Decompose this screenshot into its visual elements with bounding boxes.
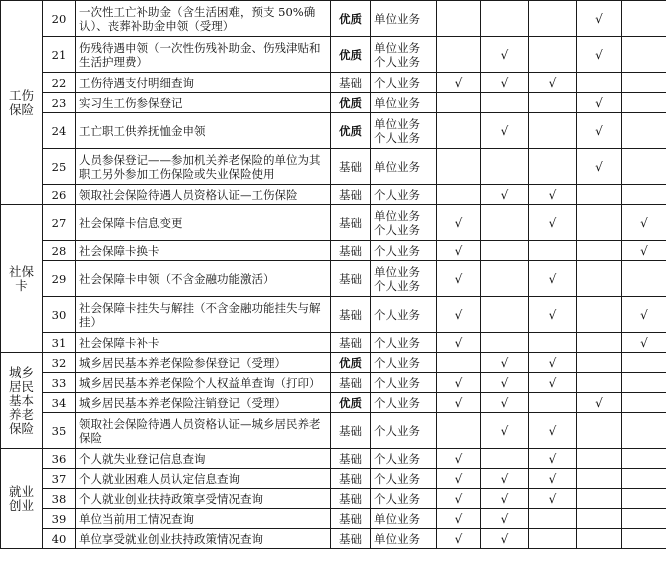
category-label-line: 养老 bbox=[8, 406, 34, 422]
channel-check-mark: √ bbox=[437, 529, 481, 549]
table-row bbox=[1, 205, 666, 241]
channel-check-mark: √ bbox=[529, 353, 577, 373]
channel-check-mark: √ bbox=[481, 185, 529, 205]
channel-check-mark bbox=[622, 449, 666, 469]
business-type bbox=[371, 373, 437, 393]
service-level: 基础 bbox=[331, 333, 371, 353]
table-row bbox=[1, 469, 666, 489]
channel-check-mark: √ bbox=[481, 113, 529, 149]
channel-check-mark: √ bbox=[481, 393, 529, 413]
channel-check-mark: √ bbox=[622, 205, 666, 241]
channel-check-mark bbox=[529, 333, 577, 353]
channel-check-mark: √ bbox=[622, 297, 666, 333]
business-type bbox=[371, 449, 437, 469]
channel-check-mark bbox=[577, 489, 622, 509]
business-type-label: 单位业务 bbox=[374, 159, 420, 174]
table-row bbox=[1, 185, 666, 205]
service-level: 基础 bbox=[331, 297, 371, 333]
channel-check-mark bbox=[481, 261, 529, 297]
channel-check-mark bbox=[529, 529, 577, 549]
row-number: 36 bbox=[43, 449, 76, 469]
service-level: 基础 bbox=[331, 149, 371, 185]
service-level: 基础 bbox=[331, 413, 371, 449]
table-row bbox=[1, 509, 666, 529]
service-name: 社会保障卡补卡 bbox=[76, 333, 331, 353]
business-type bbox=[371, 261, 437, 297]
category-label-line: 创业 bbox=[8, 497, 34, 513]
business-type-label: 个人业务 bbox=[374, 243, 420, 258]
service-level: 基础 bbox=[331, 449, 371, 469]
row-number: 30 bbox=[43, 297, 76, 333]
business-type-label: 个人业务 bbox=[374, 54, 420, 69]
channel-check-mark bbox=[622, 353, 666, 373]
channel-check-mark bbox=[622, 93, 666, 113]
channel-check-mark bbox=[481, 241, 529, 261]
channel-check-mark bbox=[577, 469, 622, 489]
channel-check-mark bbox=[577, 73, 622, 93]
channel-check-mark: √ bbox=[622, 333, 666, 353]
category-label-line: 保险 bbox=[8, 101, 34, 117]
channel-check-mark: √ bbox=[437, 261, 481, 297]
channel-check-mark bbox=[481, 149, 529, 185]
channel-check-mark bbox=[622, 393, 666, 413]
business-type-label: 单位业务 bbox=[374, 40, 420, 55]
row-number: 32 bbox=[43, 353, 76, 373]
table-row bbox=[1, 449, 666, 469]
row-number: 21 bbox=[43, 37, 76, 73]
channel-check-mark: √ bbox=[437, 449, 481, 469]
service-name: 人员参保登记——参加机关养老保险的单位为其职工另外参加工伤保险或失业保险使用 bbox=[76, 149, 331, 185]
channel-check-mark bbox=[437, 93, 481, 113]
business-type-label: 个人业务 bbox=[374, 423, 420, 438]
service-name: 社会保障卡换卡 bbox=[76, 241, 331, 261]
channel-check-mark bbox=[481, 333, 529, 353]
row-number: 31 bbox=[43, 333, 76, 353]
service-name: 领取社会保险待遇人员资格认证—城乡居民养老保险 bbox=[76, 413, 331, 449]
channel-check-mark bbox=[622, 1, 666, 37]
category-label-line: 城乡 bbox=[8, 364, 34, 380]
channel-check-mark: √ bbox=[481, 37, 529, 73]
business-type-label: 单位业务 bbox=[374, 511, 420, 526]
service-level: 基础 bbox=[331, 529, 371, 549]
business-type-label: 个人业务 bbox=[374, 307, 420, 322]
channel-check-mark bbox=[577, 509, 622, 529]
channel-check-mark: √ bbox=[529, 261, 577, 297]
service-name: 城乡居民基本养老保险参保登记（受理） bbox=[76, 353, 331, 373]
category-label-line: 基本 bbox=[8, 392, 34, 408]
channel-check-mark bbox=[437, 185, 481, 205]
service-level: 基础 bbox=[331, 205, 371, 241]
category-cell bbox=[1, 1, 43, 205]
channel-check-mark bbox=[622, 113, 666, 149]
channel-check-mark: √ bbox=[529, 297, 577, 333]
table-row bbox=[1, 489, 666, 509]
business-type bbox=[371, 113, 437, 149]
channel-check-mark bbox=[437, 113, 481, 149]
channel-check-mark: √ bbox=[577, 37, 622, 73]
channel-check-mark bbox=[481, 205, 529, 241]
business-type-label: 个人业务 bbox=[374, 451, 420, 466]
channel-check-mark: √ bbox=[529, 413, 577, 449]
channel-check-mark bbox=[529, 37, 577, 73]
channel-check-mark bbox=[529, 113, 577, 149]
table-row bbox=[1, 373, 666, 393]
channel-check-mark: √ bbox=[437, 241, 481, 261]
business-type-label: 个人业务 bbox=[374, 222, 420, 237]
row-number: 26 bbox=[43, 185, 76, 205]
channel-check-mark bbox=[622, 509, 666, 529]
channel-check-mark bbox=[437, 413, 481, 449]
service-name: 社会保障卡信息变更 bbox=[76, 205, 331, 241]
channel-check-mark bbox=[622, 73, 666, 93]
channel-check-mark bbox=[622, 261, 666, 297]
channel-check-mark bbox=[577, 373, 622, 393]
row-number: 22 bbox=[43, 73, 76, 93]
business-type bbox=[371, 393, 437, 413]
business-type-label: 个人业务 bbox=[374, 187, 420, 202]
table-row bbox=[1, 241, 666, 261]
business-type-label: 个人业务 bbox=[374, 471, 420, 486]
channel-check-mark bbox=[437, 353, 481, 373]
category-label-line: 卡 bbox=[15, 277, 28, 293]
service-level: 优质 bbox=[331, 93, 371, 113]
business-type bbox=[371, 529, 437, 549]
service-name: 城乡居民基本养老保险注销登记（受理） bbox=[76, 393, 331, 413]
business-type bbox=[371, 93, 437, 113]
row-number: 34 bbox=[43, 393, 76, 413]
service-level: 优质 bbox=[331, 113, 371, 149]
business-type-label: 个人业务 bbox=[374, 375, 420, 390]
row-number: 35 bbox=[43, 413, 76, 449]
table-row bbox=[1, 333, 666, 353]
row-number: 20 bbox=[43, 1, 76, 37]
channel-check-mark: √ bbox=[529, 205, 577, 241]
category-cell bbox=[1, 449, 43, 549]
channel-check-mark bbox=[577, 261, 622, 297]
business-type-label: 个人业务 bbox=[374, 130, 420, 145]
channel-check-mark bbox=[481, 93, 529, 113]
service-level: 优质 bbox=[331, 353, 371, 373]
service-name: 工伤待遇支付明细查询 bbox=[76, 73, 331, 93]
business-type bbox=[371, 413, 437, 449]
channel-check-mark: √ bbox=[437, 393, 481, 413]
channel-check-mark: √ bbox=[529, 373, 577, 393]
service-name: 个人就失业登记信息查询 bbox=[76, 449, 331, 469]
channel-check-mark: √ bbox=[529, 489, 577, 509]
row-number: 28 bbox=[43, 241, 76, 261]
channel-check-mark bbox=[622, 185, 666, 205]
business-type-label: 单位业务 bbox=[374, 531, 420, 546]
channel-check-mark bbox=[622, 413, 666, 449]
business-type-label: 单位业务 bbox=[374, 264, 420, 279]
channel-check-mark: √ bbox=[437, 297, 481, 333]
channel-check-mark bbox=[622, 149, 666, 185]
channel-check-mark: √ bbox=[437, 469, 481, 489]
category-label-line: 社保 bbox=[8, 263, 34, 279]
business-type-label: 个人业务 bbox=[374, 278, 420, 293]
channel-check-mark bbox=[577, 185, 622, 205]
channel-check-mark bbox=[622, 37, 666, 73]
channel-check-mark: √ bbox=[529, 469, 577, 489]
table-row bbox=[1, 353, 666, 373]
service-name: 个人就业困难人员认定信息查询 bbox=[76, 469, 331, 489]
business-type bbox=[371, 205, 437, 241]
channel-check-mark bbox=[577, 297, 622, 333]
service-name: 实习生工伤参保登记 bbox=[76, 93, 331, 113]
service-name: 单位享受就业创业扶持政策情况查询 bbox=[76, 529, 331, 549]
category-label-line: 工伤 bbox=[8, 87, 34, 103]
row-number: 23 bbox=[43, 93, 76, 113]
service-name: 单位当前用工情况查询 bbox=[76, 509, 331, 529]
channel-check-mark: √ bbox=[437, 205, 481, 241]
channel-check-mark bbox=[622, 373, 666, 393]
row-number: 29 bbox=[43, 261, 76, 297]
channel-check-mark: √ bbox=[481, 413, 529, 449]
category-label-line: 就业 bbox=[8, 483, 34, 499]
channel-check-mark: √ bbox=[437, 73, 481, 93]
service-name: 社会保障卡申领（不含金融功能激活） bbox=[76, 261, 331, 297]
table-row bbox=[1, 113, 666, 149]
channel-check-mark: √ bbox=[481, 489, 529, 509]
table-row bbox=[1, 413, 666, 449]
channel-check-mark bbox=[481, 449, 529, 469]
channel-check-mark: √ bbox=[577, 149, 622, 185]
channel-check-mark bbox=[577, 333, 622, 353]
business-type-label: 单位业务 bbox=[374, 208, 420, 223]
channel-check-mark bbox=[577, 241, 622, 261]
business-type bbox=[371, 241, 437, 261]
channel-check-mark: √ bbox=[481, 469, 529, 489]
service-name: 领取社会保险待遇人员资格认证—工伤保险 bbox=[76, 185, 331, 205]
service-name: 个人就业创业扶持政策享受情况查询 bbox=[76, 489, 331, 509]
row-number: 40 bbox=[43, 529, 76, 549]
service-name: 伤残待遇申领（一次性伤残补助金、伤残津贴和生活护理费） bbox=[76, 37, 331, 73]
channel-check-mark bbox=[577, 413, 622, 449]
category-label-line: 保险 bbox=[8, 420, 34, 436]
business-type-label: 个人业务 bbox=[374, 335, 420, 350]
table-row bbox=[1, 393, 666, 413]
channel-check-mark bbox=[481, 297, 529, 333]
service-level: 优质 bbox=[331, 393, 371, 413]
category-cell bbox=[1, 353, 43, 449]
business-type bbox=[371, 489, 437, 509]
business-type-label: 单位业务 bbox=[374, 116, 420, 131]
business-type bbox=[371, 73, 437, 93]
business-type-label: 个人业务 bbox=[374, 75, 420, 90]
row-number: 38 bbox=[43, 489, 76, 509]
service-level: 基础 bbox=[331, 185, 371, 205]
table-row bbox=[1, 93, 666, 113]
channel-check-mark: √ bbox=[622, 241, 666, 261]
channel-check-mark: √ bbox=[437, 333, 481, 353]
service-level: 优质 bbox=[331, 1, 371, 37]
channel-check-mark bbox=[577, 529, 622, 549]
channel-check-mark: √ bbox=[577, 93, 622, 113]
channel-check-mark: √ bbox=[481, 509, 529, 529]
row-number: 25 bbox=[43, 149, 76, 185]
channel-check-mark: √ bbox=[577, 1, 622, 37]
service-name: 一次性工亡补助金（含生活困难，预支 50%确认）、丧葬补助金申领（受理） bbox=[76, 1, 331, 37]
channel-check-mark bbox=[529, 1, 577, 37]
channel-check-mark: √ bbox=[437, 373, 481, 393]
channel-check-mark bbox=[577, 449, 622, 469]
service-name: 城乡居民基本养老保险个人权益单查询（打印） bbox=[76, 373, 331, 393]
business-type-label: 个人业务 bbox=[374, 395, 420, 410]
service-name: 社会保障卡挂失与解挂（不含金融功能挂失与解挂） bbox=[76, 297, 331, 333]
table-row bbox=[1, 149, 666, 185]
channel-check-mark bbox=[622, 529, 666, 549]
category-cell bbox=[1, 205, 43, 353]
business-type bbox=[371, 37, 437, 73]
service-level: 基础 bbox=[331, 509, 371, 529]
service-level: 基础 bbox=[331, 373, 371, 393]
business-type-label: 单位业务 bbox=[374, 95, 420, 110]
service-level: 基础 bbox=[331, 469, 371, 489]
channel-check-mark bbox=[529, 393, 577, 413]
business-type bbox=[371, 353, 437, 373]
channel-check-mark: √ bbox=[529, 185, 577, 205]
channel-check-mark bbox=[529, 149, 577, 185]
channel-check-mark bbox=[437, 149, 481, 185]
channel-check-mark bbox=[529, 509, 577, 529]
business-type bbox=[371, 297, 437, 333]
channel-check-mark: √ bbox=[437, 509, 481, 529]
channel-check-mark bbox=[529, 241, 577, 261]
business-type bbox=[371, 1, 437, 37]
channel-check-mark bbox=[437, 1, 481, 37]
table-row bbox=[1, 261, 666, 297]
business-type-label: 单位业务 bbox=[374, 11, 420, 26]
row-number: 39 bbox=[43, 509, 76, 529]
channel-check-mark bbox=[622, 469, 666, 489]
channel-check-mark: √ bbox=[437, 489, 481, 509]
business-type bbox=[371, 333, 437, 353]
service-level: 基础 bbox=[331, 489, 371, 509]
category-label-line: 居民 bbox=[8, 378, 34, 394]
row-number: 37 bbox=[43, 469, 76, 489]
table-row bbox=[1, 297, 666, 333]
channel-check-mark bbox=[437, 37, 481, 73]
business-type-label: 个人业务 bbox=[374, 355, 420, 370]
channel-check-mark: √ bbox=[577, 113, 622, 149]
row-number: 24 bbox=[43, 113, 76, 149]
service-level: 基础 bbox=[331, 73, 371, 93]
channel-check-mark: √ bbox=[577, 393, 622, 413]
service-name: 工亡职工供养抚恤金申领 bbox=[76, 113, 331, 149]
service-level: 基础 bbox=[331, 241, 371, 261]
business-type bbox=[371, 149, 437, 185]
business-type bbox=[371, 509, 437, 529]
row-number: 27 bbox=[43, 205, 76, 241]
channel-check-mark: √ bbox=[481, 353, 529, 373]
business-type bbox=[371, 185, 437, 205]
business-type bbox=[371, 469, 437, 489]
channel-check-mark: √ bbox=[529, 449, 577, 469]
channel-check-mark: √ bbox=[529, 73, 577, 93]
table-row bbox=[1, 529, 666, 549]
channel-check-mark: √ bbox=[481, 73, 529, 93]
channel-check-mark bbox=[622, 489, 666, 509]
service-level: 优质 bbox=[331, 37, 371, 73]
table-row bbox=[1, 37, 666, 73]
row-number: 33 bbox=[43, 373, 76, 393]
channel-check-mark bbox=[529, 93, 577, 113]
table-row bbox=[1, 1, 666, 37]
business-type-label: 个人业务 bbox=[374, 491, 420, 506]
channel-check-mark bbox=[577, 353, 622, 373]
channel-check-mark: √ bbox=[481, 373, 529, 393]
channel-check-mark bbox=[577, 205, 622, 241]
table-row bbox=[1, 73, 666, 93]
service-level: 基础 bbox=[331, 261, 371, 297]
channel-check-mark: √ bbox=[481, 529, 529, 549]
channel-check-mark bbox=[481, 1, 529, 37]
